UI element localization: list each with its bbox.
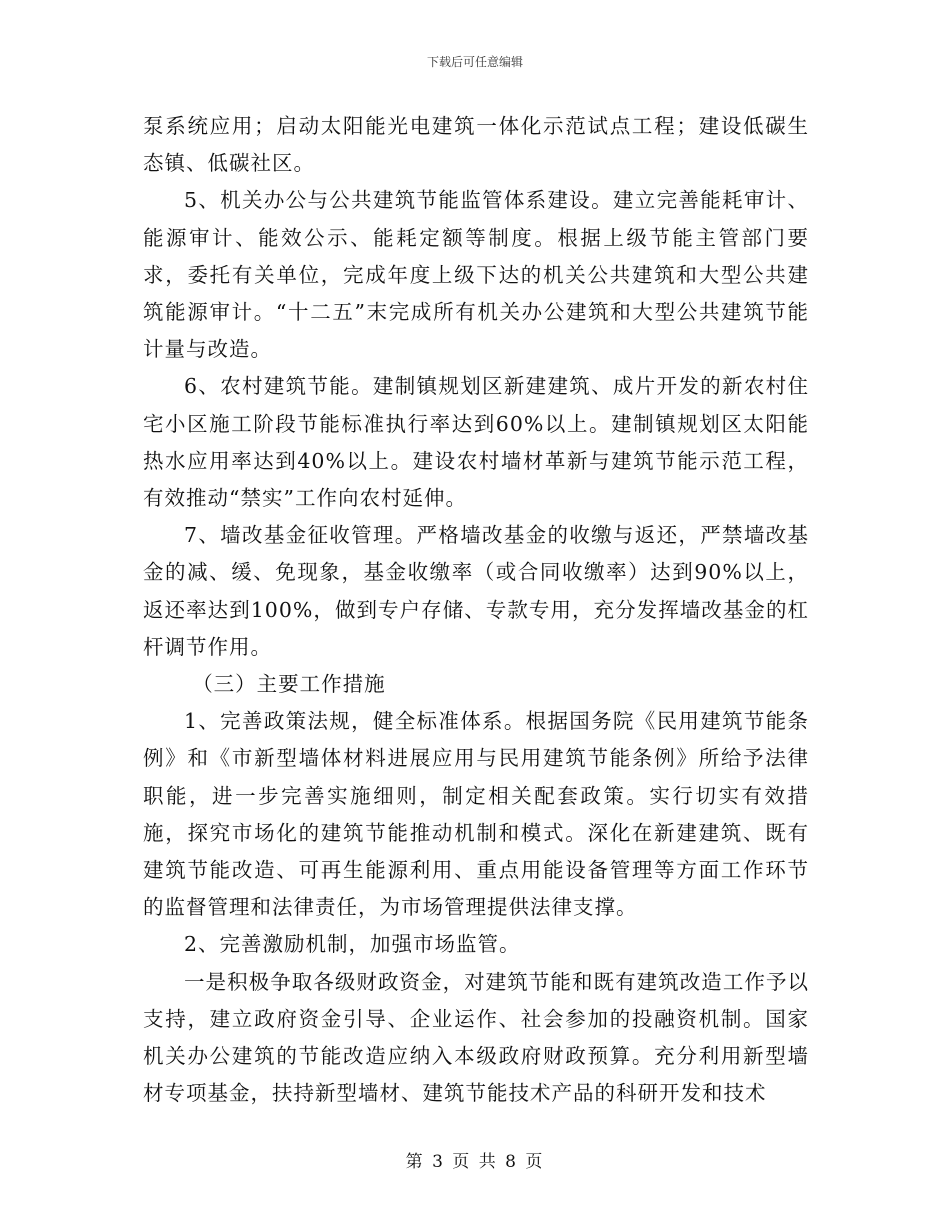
paragraph-item-5: 5、机关办公与公共建筑节能监管体系建设。建立完善能耗审计、能源审计、能效公示、能耗定额等制度。根据上级节能主管部门要求，委托有关单位，完成年度上级下达的机关公共建筑和大型公共建筑能源审计。“十二五”末完成所有机关办公建筑和大型公共建筑节能计量与改造。 <box>143 188 809 362</box>
paragraph-measure-2: 2、完善激励机制，加强市场监管。 <box>184 932 521 957</box>
paragraph-item-7: 7、墙改基金征收管理。严格墙改基金的收缴与返还，严禁墙改基金的减、缓、免现象，基金收缴率（或合同收缴率）达到90%以上，返还率达到100%，做到专户存储、专款专用，充分发挥墙改基金的杠杆调节作用。 <box>143 523 809 659</box>
document-body <box>143 108 809 1112</box>
paragraph-measure-2-detail: 一是积极争取各级财政资金，对建筑节能和既有建筑改造工作予以支持，建立政府资金引导、企业运作、社会参加的投融资机制。国家机关办公建筑的节能改造应纳入本级政府财政预算。充分利用新型墙材专项基金，扶持新型墙材、建筑节能技术产品的科研开发和技术 <box>143 969 809 1106</box>
paragraph-continuation: 泵系统应用；启动太阳能光电建筑一体化示范试点工程；建设低碳生态镇、低碳社区。 <box>143 114 809 176</box>
page-number: 第 3 页 共 8 页 <box>405 1152 545 1172</box>
paragraph-measure-1: 1、完善政策法规，健全标准体系。根据国务院《民用建筑节能条例》和《市新型墙体材料进展应用与民用建筑节能条例》所给予法律职能，进一步完善实施细则，制定相关配套政策。实行切实有效措施，探究市场化的建筑节能推动机制和模式。深化在新建建筑、既有建筑节能改造、可再生能源利用、重点用能设备管理等方面工作环节的监督管理和法律责任，为市场管理提供法律支撑。 <box>143 709 809 920</box>
section-heading: （三）主要工作措施 <box>192 672 386 697</box>
paragraph-item-6: 6、农村建筑节能。建制镇规划区新建建筑、成片开发的新农村住宅小区施工阶段节能标准执行率达到60%以上。建制镇规划区太阳能热水应用率达到40%以上。建设农村墙材革新与建筑节能示范工程，有效推动“禁实”工作向农村延伸。 <box>143 374 809 511</box>
page-header-note: 下载后可任意编辑 <box>426 55 523 69</box>
